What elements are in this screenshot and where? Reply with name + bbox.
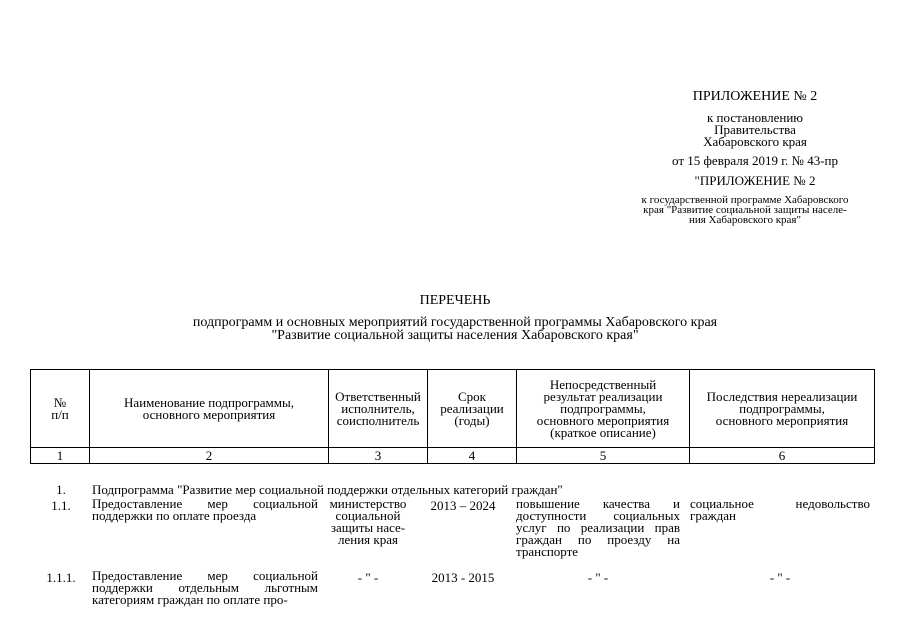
header-text: подпрограммы, — [560, 400, 646, 416]
row-1-number: 1. — [56, 482, 66, 497]
row-2-number: 1.1. — [51, 498, 71, 513]
program-ref-line: ния Хабаровского края" — [689, 214, 801, 226]
row-2-executor — [322, 498, 414, 546]
table-header-row — [31, 370, 875, 448]
document-subtitle — [30, 316, 880, 342]
header-text: Последствия нереализации — [706, 388, 858, 404]
program-reference — [600, 195, 890, 225]
row-1-text: Подпрограмма "Развитие мер социальной поддержки отдельных категорий граждан" — [92, 482, 563, 497]
row-3-name-line: поддержки отдельным льготным — [92, 580, 318, 595]
col-number-5: 5 — [517, 448, 690, 464]
row-2-name-line: поддержки по оплате проезда — [92, 508, 257, 523]
col-header-number — [31, 370, 90, 448]
row-2-consequence — [690, 498, 870, 522]
row-3-name-line: категориям граждан по оплате про- — [92, 592, 288, 607]
row-2-name-line: Предоставление мер социальной — [92, 496, 318, 511]
header-text: (краткое описание) — [550, 424, 656, 440]
table-number-row — [31, 448, 875, 464]
program-ref-line: к государственной программе Хабаровского — [641, 194, 849, 206]
to-resolution: к постановлению — [706, 110, 804, 125]
header-text: реализации — [440, 400, 504, 416]
header-text: Ответственный — [335, 388, 421, 404]
row-2-result-line: услуг по реализации прав — [516, 520, 680, 535]
row-3-name-line: Предоставление мер социальной — [92, 568, 318, 583]
header-text: подпрограммы, — [739, 400, 825, 416]
header-table — [30, 369, 875, 464]
col-header-result — [517, 370, 690, 448]
col-number-3: 3 — [329, 448, 428, 464]
row-3-number: 1.1.1. — [46, 570, 76, 585]
col-number-4: 4 — [428, 448, 517, 464]
header-text: № — [53, 394, 67, 410]
program-ref-line: края "Развитие социальной защиты населе- — [643, 204, 847, 216]
row-2-executor-line: ления края — [338, 532, 398, 547]
region: Хабаровского края — [703, 134, 807, 149]
header-text: соисполнитель — [336, 412, 420, 428]
col-number-1: 1 — [31, 448, 90, 464]
header-text: Срок — [458, 388, 486, 404]
row-2-name — [92, 498, 318, 522]
header-text: Непосредственный — [549, 376, 657, 392]
row-2-result-line: повышение качества и — [516, 496, 680, 511]
row-3-result: - " - — [587, 570, 609, 585]
row-3-name — [92, 570, 318, 606]
row-2-result — [516, 498, 680, 558]
row-2-executor-line: социальной — [335, 508, 401, 523]
row-3-years: 2013 - 2015 — [431, 570, 495, 585]
row-2-executor-line: министерство — [329, 496, 407, 511]
row-2-result-line: граждан по проезду на — [516, 532, 680, 547]
government: Правительства — [714, 122, 796, 137]
date-number: от 15 февраля 2019 г. № 43-пр — [672, 153, 838, 168]
header-resolution — [640, 112, 870, 148]
header-text: основного мероприятия — [715, 412, 849, 428]
subtitle-line: "Развитие социальной защиты населения Хабаровского края" — [271, 328, 639, 343]
col-header-executor — [329, 370, 428, 448]
header-text: Наименование подпрограммы, — [124, 394, 294, 410]
row-2-consequence-line: граждан — [690, 508, 736, 523]
col-header-consequences — [690, 370, 875, 448]
col-header-name — [90, 370, 329, 448]
row-3-executor: - " - — [357, 570, 379, 585]
header-text: (годы) — [454, 412, 490, 428]
header-text: основного мероприятия — [536, 412, 670, 428]
document-title: ПЕРЕЧЕНЬ — [419, 293, 491, 308]
row-2-result-line: транспорте — [516, 544, 579, 559]
appendix-title-2: "ПРИЛОЖЕНИЕ № 2 — [694, 173, 816, 188]
row-2-result-line: доступности социальных — [516, 508, 680, 523]
row-2-consequence-line: социальное недовольство — [690, 496, 870, 511]
header-text: исполнитель, — [341, 400, 415, 416]
row-2-years: 2013 – 2024 — [430, 498, 496, 513]
col-header-years — [428, 370, 517, 448]
subtitle-line: подпрограмм и основных мероприятий государственной программы Хабаровского края — [192, 315, 718, 330]
appendix-title: ПРИЛОЖЕНИЕ № 2 — [692, 89, 818, 104]
row-3-consequence: - " - — [769, 570, 791, 585]
col-number-2: 2 — [90, 448, 329, 464]
header-text: основного мероприятия — [142, 406, 276, 422]
row-2-executor-line: защиты насе- — [330, 520, 406, 535]
col-number-6: 6 — [690, 448, 875, 464]
header-text: результат реализации — [543, 388, 663, 404]
header-text: п/п — [51, 406, 69, 422]
